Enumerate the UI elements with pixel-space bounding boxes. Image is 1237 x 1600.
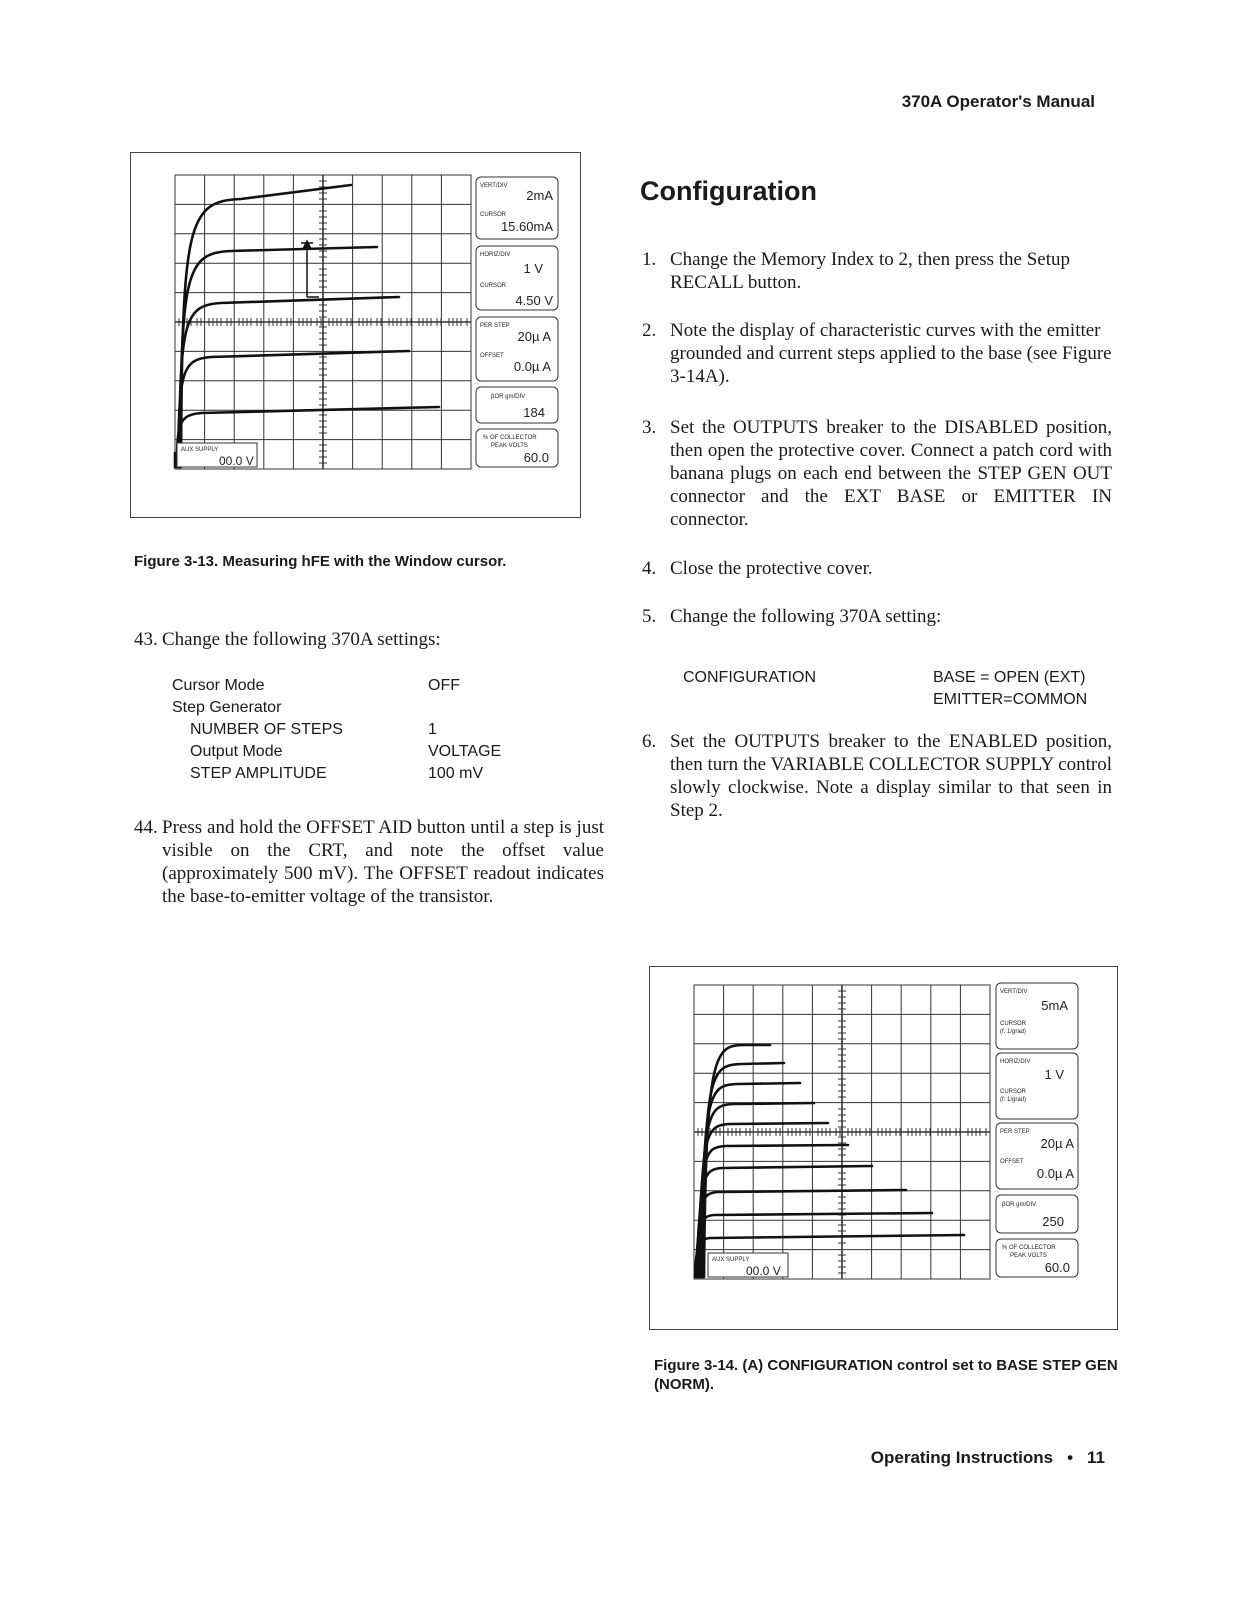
svg-text:1 V: 1 V bbox=[523, 261, 543, 276]
svg-text:20µ A: 20µ A bbox=[1040, 1136, 1074, 1151]
svg-text:HORIZ/DIV: HORIZ/DIV bbox=[1000, 1059, 1031, 1065]
svg-text:00.0 V: 00.0 V bbox=[746, 1264, 781, 1278]
figure-3-14-frame bbox=[649, 966, 1118, 1330]
svg-text:PER STEP: PER STEP bbox=[1000, 1129, 1030, 1135]
svg-text:VERT/DIV: VERT/DIV bbox=[480, 183, 508, 189]
running-footer bbox=[871, 1448, 1105, 1468]
svg-text:βOR gm/DIV: βOR gm/DIV bbox=[491, 394, 526, 400]
svg-text:% OF COLLECTOR: % OF COLLECTOR bbox=[483, 435, 537, 441]
config-step-2: 2. Note the display of characteristic curves with the emitter grounded and current steps applied to the base (see Figure 3-14A). bbox=[642, 320, 1112, 387]
config-step-5: 5. Change the following 370A setting: bbox=[642, 606, 942, 627]
figure-3-13-frame bbox=[130, 152, 581, 518]
svg-text:(f: 1/grad): (f: 1/grad) bbox=[1000, 1097, 1027, 1103]
settings-row: STEP AMPLITUDE 100 mV bbox=[190, 765, 484, 782]
svg-text:HORIZ/DIV: HORIZ/DIV bbox=[480, 252, 511, 258]
svg-text:CURSOR: CURSOR bbox=[1000, 1021, 1027, 1027]
svg-text:5mA: 5mA bbox=[1041, 998, 1068, 1013]
curve-step-7 bbox=[702, 1083, 800, 1277]
config-step-3: 3. Set the OUTPUTS breaker to the DISABLED position, then open the protective cover. Connect a patch cord with banana plugs on each end between the STEP GEN OUT connector and the EXT BASE or EMITTER IN connector. bbox=[642, 417, 1112, 530]
footer-separator: • bbox=[1067, 1448, 1074, 1467]
figure-3-14-crt-display bbox=[650, 967, 1117, 1329]
svg-text:250: 250 bbox=[1042, 1214, 1064, 1229]
svg-text:CURSOR: CURSOR bbox=[1000, 1089, 1027, 1095]
svg-text:PEAK VOLTS: PEAK VOLTS bbox=[1010, 1253, 1047, 1259]
readout-panel bbox=[476, 177, 558, 467]
config-step-4: 4. Close the protective cover. bbox=[642, 558, 873, 579]
section-title: Configuration bbox=[640, 176, 817, 206]
config-step-1: 1. Change the Memory Index to 2, then press the Setup RECALL button. bbox=[642, 249, 1070, 293]
figure-3-14-caption: Figure 3-14. (A) CONFIGURATION control set to BASE STEP GEN (NORM). bbox=[654, 1357, 1118, 1393]
readout-panel bbox=[996, 983, 1078, 1277]
svg-text:0.0µ A: 0.0µ A bbox=[513, 359, 551, 374]
svg-text:PER STEP: PER STEP bbox=[480, 323, 510, 329]
figure-3-13-caption: Figure 3-13. Measuring hFE with the Window cursor. bbox=[134, 553, 507, 570]
svg-text:VERT/DIV: VERT/DIV bbox=[1000, 989, 1028, 995]
svg-text:CURSOR: CURSOR bbox=[480, 212, 507, 218]
settings-table-43 bbox=[172, 675, 572, 785]
svg-text:OFFSET: OFFSET bbox=[1000, 1159, 1024, 1165]
svg-text:184: 184 bbox=[523, 405, 545, 420]
settings-row: NUMBER OF STEPS 1 bbox=[190, 721, 437, 738]
step-43 bbox=[134, 628, 614, 651]
settings-table-5 bbox=[683, 667, 1133, 711]
figure-3-13-crt-display bbox=[131, 153, 580, 517]
svg-text:CURSOR: CURSOR bbox=[480, 283, 507, 289]
svg-text:AUX SUPPLY: AUX SUPPLY bbox=[712, 1257, 750, 1263]
settings-row: EMITTER=COMMON bbox=[933, 691, 1088, 708]
curve-step-5 bbox=[181, 185, 351, 467]
step-44 bbox=[134, 816, 604, 908]
svg-text:% OF COLLECTOR: % OF COLLECTOR bbox=[1002, 1245, 1056, 1251]
aux-supply-readout bbox=[177, 443, 257, 468]
settings-row: Output Mode VOLTAGE bbox=[190, 743, 502, 760]
step-text: Change the following 370A settings: bbox=[162, 629, 441, 650]
svg-text:2mA: 2mA bbox=[526, 188, 553, 203]
svg-text:4.50 V: 4.50 V bbox=[515, 293, 553, 308]
svg-text:00.0 V: 00.0 V bbox=[219, 454, 254, 468]
svg-text:1 V: 1 V bbox=[1044, 1067, 1064, 1082]
aux-supply-readout bbox=[708, 1253, 788, 1278]
svg-text:(f: 1/grad): (f: 1/grad) bbox=[1000, 1029, 1027, 1035]
svg-text:0.0µ A: 0.0µ A bbox=[1036, 1166, 1074, 1181]
config-step-6: 6. Set the OUTPUTS breaker to the ENABLED position, then turn the VARIABLE COLLECTOR SUPPLY control slowly clockwise. Note a display similar to that seen in Step 2. bbox=[642, 731, 1112, 821]
svg-text:60.0: 60.0 bbox=[523, 450, 549, 465]
settings-row: Cursor Mode OFF bbox=[172, 677, 460, 694]
svg-text:βOR gm/DIV: βOR gm/DIV bbox=[1002, 1202, 1037, 1208]
step-number: 43. bbox=[134, 629, 158, 650]
svg-text:60.0: 60.0 bbox=[1044, 1260, 1070, 1275]
svg-text:OFFSET: OFFSET bbox=[480, 353, 504, 359]
settings-row: CONFIGURATION BASE = OPEN (EXT) bbox=[683, 669, 1086, 686]
svg-text:PEAK VOLTS: PEAK VOLTS bbox=[491, 443, 528, 449]
step-number: 44. bbox=[134, 817, 158, 838]
settings-row: Step Generator bbox=[172, 699, 282, 716]
footer-section: Operating Instructions bbox=[870, 1448, 1054, 1467]
svg-text:15.60mA: 15.60mA bbox=[500, 219, 553, 234]
step-text: Press and hold the OFFSET AID button until a step is just visible on the CRT, and note the offset value (approximately 500 mV). The OFFSET readout indicates the base-to-emitter voltage of the transistor. bbox=[162, 817, 604, 907]
svg-text:20µ A: 20µ A bbox=[517, 329, 551, 344]
running-header: 370A Operator's Manual bbox=[901, 92, 1095, 111]
svg-text:AUX SUPPLY: AUX SUPPLY bbox=[181, 447, 219, 453]
page-number: 11 bbox=[1087, 1448, 1105, 1467]
